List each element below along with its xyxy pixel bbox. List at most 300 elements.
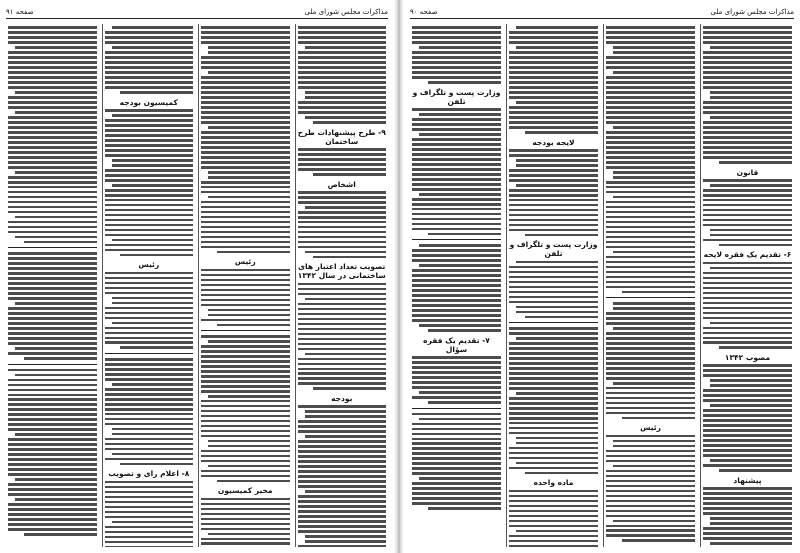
text-line bbox=[509, 362, 598, 365]
text-line bbox=[201, 503, 290, 506]
text-line bbox=[509, 296, 598, 299]
text-line bbox=[509, 327, 598, 330]
text-line bbox=[298, 460, 387, 463]
text-line bbox=[509, 116, 598, 119]
text-line bbox=[105, 491, 194, 494]
text-line bbox=[15, 216, 96, 219]
text-line bbox=[703, 141, 792, 144]
text-line bbox=[305, 116, 386, 119]
text-line bbox=[412, 428, 501, 431]
text-line bbox=[8, 277, 97, 280]
text-line bbox=[710, 517, 792, 520]
text-line bbox=[703, 282, 792, 285]
text-line bbox=[606, 241, 695, 244]
text-line bbox=[412, 173, 501, 176]
text-line bbox=[8, 151, 97, 154]
text-line bbox=[613, 465, 695, 468]
text-line bbox=[703, 394, 792, 397]
text-line bbox=[201, 201, 290, 204]
text-line bbox=[509, 266, 598, 269]
text-line bbox=[703, 131, 792, 134]
text-line bbox=[412, 118, 501, 121]
text-line bbox=[8, 327, 97, 330]
text-line bbox=[509, 219, 598, 222]
text-line bbox=[710, 184, 792, 187]
text-line bbox=[412, 462, 501, 465]
column bbox=[295, 24, 389, 547]
text-line bbox=[208, 309, 289, 312]
text-line bbox=[208, 71, 289, 74]
text-line bbox=[412, 183, 501, 186]
text-line bbox=[710, 91, 792, 94]
text-line bbox=[8, 136, 97, 139]
text-line bbox=[525, 131, 598, 134]
text-line bbox=[606, 500, 695, 503]
text-line bbox=[298, 465, 387, 468]
text-line bbox=[412, 168, 501, 171]
text-line bbox=[509, 505, 598, 508]
text-line bbox=[201, 211, 290, 214]
text-line bbox=[8, 131, 97, 134]
right-journal-title: مذاکرات مجلس شورای ملی bbox=[710, 8, 794, 16]
text-line bbox=[606, 525, 695, 528]
text-line bbox=[703, 497, 792, 500]
text-line bbox=[8, 31, 97, 34]
text-line bbox=[419, 133, 501, 136]
text-line bbox=[509, 96, 598, 99]
text-line bbox=[703, 121, 792, 124]
text-line bbox=[703, 527, 792, 530]
text-line bbox=[298, 425, 387, 428]
text-line bbox=[8, 191, 97, 194]
text-line bbox=[8, 61, 97, 64]
text-line bbox=[305, 353, 386, 356]
text-block bbox=[298, 405, 387, 547]
text-line bbox=[703, 209, 792, 212]
text-line bbox=[201, 131, 290, 134]
section-heading: وزارت پست و تلگراف و تلفن bbox=[412, 87, 501, 106]
text-line bbox=[703, 31, 792, 34]
text-line bbox=[8, 176, 97, 179]
column bbox=[6, 24, 99, 547]
text-block bbox=[412, 413, 501, 510]
text-line bbox=[8, 186, 97, 189]
text-line bbox=[606, 216, 695, 219]
section-heading: تصویب تعداد اعتبار های ساختمانی در سال ۱۳۴۲ bbox=[297, 262, 386, 281]
left-page-header bbox=[6, 6, 388, 19]
text-line bbox=[298, 201, 387, 204]
text-line bbox=[201, 450, 290, 453]
text-block bbox=[412, 244, 501, 331]
text-line bbox=[509, 91, 598, 94]
text-line bbox=[606, 276, 695, 279]
text-line bbox=[613, 445, 695, 448]
text-line bbox=[105, 531, 194, 534]
text-line bbox=[105, 129, 194, 132]
text-line bbox=[703, 136, 792, 139]
text-line bbox=[412, 41, 501, 44]
text-line bbox=[606, 397, 695, 400]
text-line bbox=[606, 141, 695, 144]
section-heading: وزارت پست و تلگراف و تلفن bbox=[509, 240, 598, 259]
section-rule bbox=[8, 247, 97, 248]
text-line bbox=[509, 179, 598, 182]
text-line bbox=[8, 342, 97, 345]
text-line bbox=[313, 256, 386, 259]
text-line bbox=[112, 26, 193, 29]
text-line bbox=[509, 189, 598, 192]
text-line bbox=[201, 151, 290, 154]
text-line bbox=[412, 447, 501, 450]
text-line bbox=[298, 158, 387, 161]
text-line bbox=[8, 141, 97, 144]
text-block bbox=[105, 272, 194, 349]
text-line bbox=[208, 340, 289, 343]
section-rule bbox=[105, 353, 194, 354]
text-line bbox=[201, 181, 290, 184]
text-line bbox=[606, 236, 695, 239]
text-line bbox=[509, 199, 598, 202]
text-line bbox=[8, 272, 97, 275]
text-line bbox=[719, 346, 792, 349]
text-line bbox=[509, 407, 598, 410]
text-line bbox=[412, 472, 501, 475]
text-block bbox=[703, 364, 792, 471]
section-heading: رئیس bbox=[138, 260, 160, 270]
text-line bbox=[298, 288, 387, 291]
text-line bbox=[112, 164, 193, 167]
section-heading: قانون bbox=[736, 167, 759, 177]
text-line bbox=[298, 318, 387, 321]
text-line bbox=[201, 335, 290, 338]
text-line bbox=[412, 376, 501, 379]
text-line bbox=[105, 149, 194, 152]
text-line bbox=[606, 151, 695, 154]
text-line bbox=[8, 369, 97, 372]
left-page-number: صفحه ۹۱ bbox=[6, 8, 34, 16]
text-line bbox=[105, 36, 194, 39]
text-line bbox=[412, 433, 501, 436]
text-line bbox=[298, 405, 387, 408]
text-line bbox=[8, 403, 97, 406]
text-line bbox=[509, 271, 598, 274]
text-line bbox=[105, 209, 194, 212]
text-line bbox=[412, 26, 501, 29]
text-line bbox=[8, 468, 97, 471]
text-line bbox=[8, 413, 97, 416]
text-line bbox=[217, 251, 290, 254]
text-line bbox=[15, 171, 96, 174]
text-line bbox=[298, 338, 387, 341]
text-line bbox=[613, 382, 695, 385]
text-line bbox=[703, 532, 792, 535]
text-line bbox=[606, 337, 695, 340]
text-line bbox=[412, 218, 501, 221]
text-line bbox=[112, 453, 193, 456]
text-line bbox=[208, 51, 289, 54]
text-block bbox=[509, 327, 598, 474]
text-line bbox=[305, 298, 386, 301]
text-line bbox=[105, 363, 194, 366]
text-line bbox=[613, 171, 695, 174]
text-line bbox=[509, 154, 598, 157]
column bbox=[603, 24, 697, 547]
text-line bbox=[201, 523, 290, 526]
text-line bbox=[298, 328, 387, 331]
text-line bbox=[208, 126, 289, 129]
text-line bbox=[8, 389, 97, 392]
text-line bbox=[419, 324, 501, 327]
text-line bbox=[298, 475, 387, 478]
text-line bbox=[419, 113, 501, 116]
text-line bbox=[509, 56, 598, 59]
text-block bbox=[298, 283, 387, 390]
text-line bbox=[509, 111, 598, 114]
text-line bbox=[703, 341, 792, 344]
text-line bbox=[105, 109, 194, 112]
text-line bbox=[412, 143, 501, 146]
text-line bbox=[606, 281, 695, 284]
text-line bbox=[8, 156, 97, 159]
text-line bbox=[606, 226, 695, 229]
text-block bbox=[703, 26, 792, 163]
text-line bbox=[201, 221, 290, 224]
text-line bbox=[201, 81, 290, 84]
text-line bbox=[217, 324, 290, 327]
text-line bbox=[606, 407, 695, 410]
text-line bbox=[15, 91, 96, 94]
text-line bbox=[412, 76, 501, 79]
text-line bbox=[201, 116, 290, 119]
text-line bbox=[201, 186, 290, 189]
text-line bbox=[703, 502, 792, 505]
text-line bbox=[313, 121, 386, 124]
text-line bbox=[703, 61, 792, 64]
text-line bbox=[105, 179, 194, 182]
text-line bbox=[606, 317, 695, 320]
text-line bbox=[412, 299, 501, 302]
text-line bbox=[719, 161, 792, 164]
text-line bbox=[509, 209, 598, 212]
text-line bbox=[428, 507, 501, 510]
text-line bbox=[298, 455, 387, 458]
text-line bbox=[606, 166, 695, 169]
text-line bbox=[305, 251, 386, 254]
text-line bbox=[606, 460, 695, 463]
text-line bbox=[105, 189, 194, 192]
text-line bbox=[613, 520, 695, 523]
column bbox=[102, 24, 196, 547]
text-line bbox=[8, 96, 97, 99]
text-line bbox=[606, 26, 695, 29]
text-line bbox=[606, 31, 695, 34]
text-block bbox=[201, 335, 290, 482]
text-line bbox=[710, 522, 792, 525]
text-line bbox=[703, 389, 792, 392]
text-line bbox=[8, 332, 97, 335]
text-line bbox=[703, 146, 792, 149]
text-line bbox=[8, 66, 97, 69]
text-line bbox=[105, 312, 194, 315]
text-line bbox=[606, 377, 695, 380]
text-line bbox=[703, 312, 792, 315]
text-line bbox=[305, 410, 386, 413]
text-line bbox=[606, 402, 695, 405]
text-line bbox=[201, 420, 290, 423]
text-line bbox=[298, 545, 387, 547]
text-line bbox=[105, 139, 194, 142]
text-line bbox=[606, 81, 695, 84]
text-line bbox=[703, 66, 792, 69]
text-line bbox=[15, 111, 96, 114]
text-line bbox=[298, 101, 387, 104]
text-line bbox=[613, 176, 695, 179]
text-line bbox=[710, 234, 792, 237]
text-line bbox=[201, 365, 290, 368]
text-line bbox=[201, 538, 290, 541]
text-line bbox=[703, 337, 792, 340]
text-line bbox=[201, 269, 290, 272]
text-line bbox=[509, 377, 598, 380]
text-line bbox=[201, 141, 290, 144]
text-line bbox=[606, 131, 695, 134]
text-line bbox=[298, 500, 387, 503]
text-line bbox=[412, 163, 501, 166]
text-line bbox=[613, 440, 695, 443]
text-line bbox=[24, 357, 97, 360]
text-line bbox=[606, 161, 695, 164]
text-line bbox=[412, 188, 501, 191]
text-line bbox=[606, 450, 695, 453]
text-line bbox=[298, 495, 387, 498]
text-line bbox=[15, 498, 96, 501]
text-line bbox=[298, 343, 387, 346]
text-line bbox=[412, 71, 501, 74]
text-line bbox=[8, 528, 97, 531]
text-line bbox=[298, 191, 387, 194]
text-line bbox=[703, 399, 792, 402]
text-line bbox=[298, 36, 387, 39]
text-line bbox=[8, 287, 97, 290]
text-line bbox=[105, 81, 194, 84]
text-line bbox=[703, 297, 792, 300]
text-line bbox=[703, 444, 792, 447]
text-line bbox=[703, 194, 792, 197]
text-line bbox=[298, 450, 387, 453]
text-line bbox=[710, 404, 792, 407]
text-line bbox=[201, 26, 290, 29]
text-line bbox=[509, 61, 598, 64]
text-line bbox=[412, 36, 501, 39]
text-line bbox=[509, 352, 598, 355]
text-line bbox=[703, 219, 792, 222]
text-line bbox=[606, 455, 695, 458]
text-line bbox=[105, 358, 194, 361]
text-line bbox=[412, 413, 501, 416]
text-line bbox=[105, 332, 194, 335]
text-line bbox=[412, 148, 501, 151]
text-line bbox=[305, 206, 386, 209]
text-line bbox=[509, 224, 598, 227]
text-line bbox=[606, 357, 695, 360]
text-line bbox=[606, 186, 695, 189]
text-line bbox=[208, 314, 289, 317]
text-line bbox=[298, 470, 387, 473]
text-line bbox=[105, 292, 194, 295]
text-line bbox=[606, 372, 695, 375]
text-line bbox=[509, 417, 598, 420]
text-line bbox=[8, 508, 97, 511]
section-heading: رئیس bbox=[234, 257, 256, 267]
text-line bbox=[412, 289, 501, 292]
text-line bbox=[703, 272, 792, 275]
text-line bbox=[298, 66, 387, 69]
text-line bbox=[201, 101, 290, 104]
text-line bbox=[412, 396, 501, 399]
right-columns bbox=[410, 24, 794, 547]
text-line bbox=[419, 418, 501, 421]
text-line bbox=[298, 211, 387, 214]
text-line bbox=[8, 206, 97, 209]
text-line bbox=[305, 435, 386, 438]
text-line bbox=[412, 203, 501, 206]
text-line bbox=[509, 357, 598, 360]
text-line bbox=[703, 156, 792, 159]
text-line bbox=[8, 458, 97, 461]
text-line bbox=[606, 101, 695, 104]
text-line bbox=[509, 490, 598, 493]
text-line bbox=[8, 483, 97, 486]
text-line bbox=[412, 108, 501, 111]
text-line bbox=[105, 307, 194, 310]
text-line bbox=[703, 189, 792, 192]
text-line bbox=[298, 226, 387, 229]
text-line bbox=[606, 41, 695, 44]
text-line bbox=[8, 226, 97, 229]
text-line bbox=[703, 424, 792, 427]
text-line bbox=[509, 286, 598, 289]
text-line bbox=[703, 214, 792, 217]
text-line bbox=[613, 126, 695, 129]
text-line bbox=[606, 221, 695, 224]
text-line bbox=[8, 453, 97, 456]
section-heading: مخبر کمیسیون bbox=[217, 486, 273, 496]
text-line bbox=[201, 56, 290, 59]
text-line bbox=[606, 286, 695, 289]
text-line bbox=[105, 413, 194, 416]
section-heading: رئیس bbox=[640, 423, 661, 433]
text-line bbox=[412, 366, 501, 369]
text-line bbox=[412, 314, 501, 317]
text-line bbox=[509, 121, 598, 124]
text-line bbox=[606, 412, 695, 415]
text-line bbox=[8, 518, 97, 521]
text-line bbox=[606, 106, 695, 109]
section-heading: ۹- طرح پیشنهادات طرح ساختمان bbox=[297, 127, 386, 146]
text-line bbox=[8, 307, 97, 310]
text-line bbox=[298, 51, 387, 54]
text-line bbox=[428, 81, 501, 84]
text-block bbox=[703, 487, 792, 547]
text-line bbox=[105, 76, 194, 79]
text-line bbox=[710, 459, 792, 462]
text-line bbox=[703, 106, 792, 109]
text-line bbox=[516, 462, 598, 465]
text-line bbox=[516, 530, 598, 533]
text-line bbox=[613, 327, 695, 330]
text-line bbox=[606, 116, 695, 119]
section-heading: ۸- اعلام رای و تصویب bbox=[108, 469, 190, 479]
